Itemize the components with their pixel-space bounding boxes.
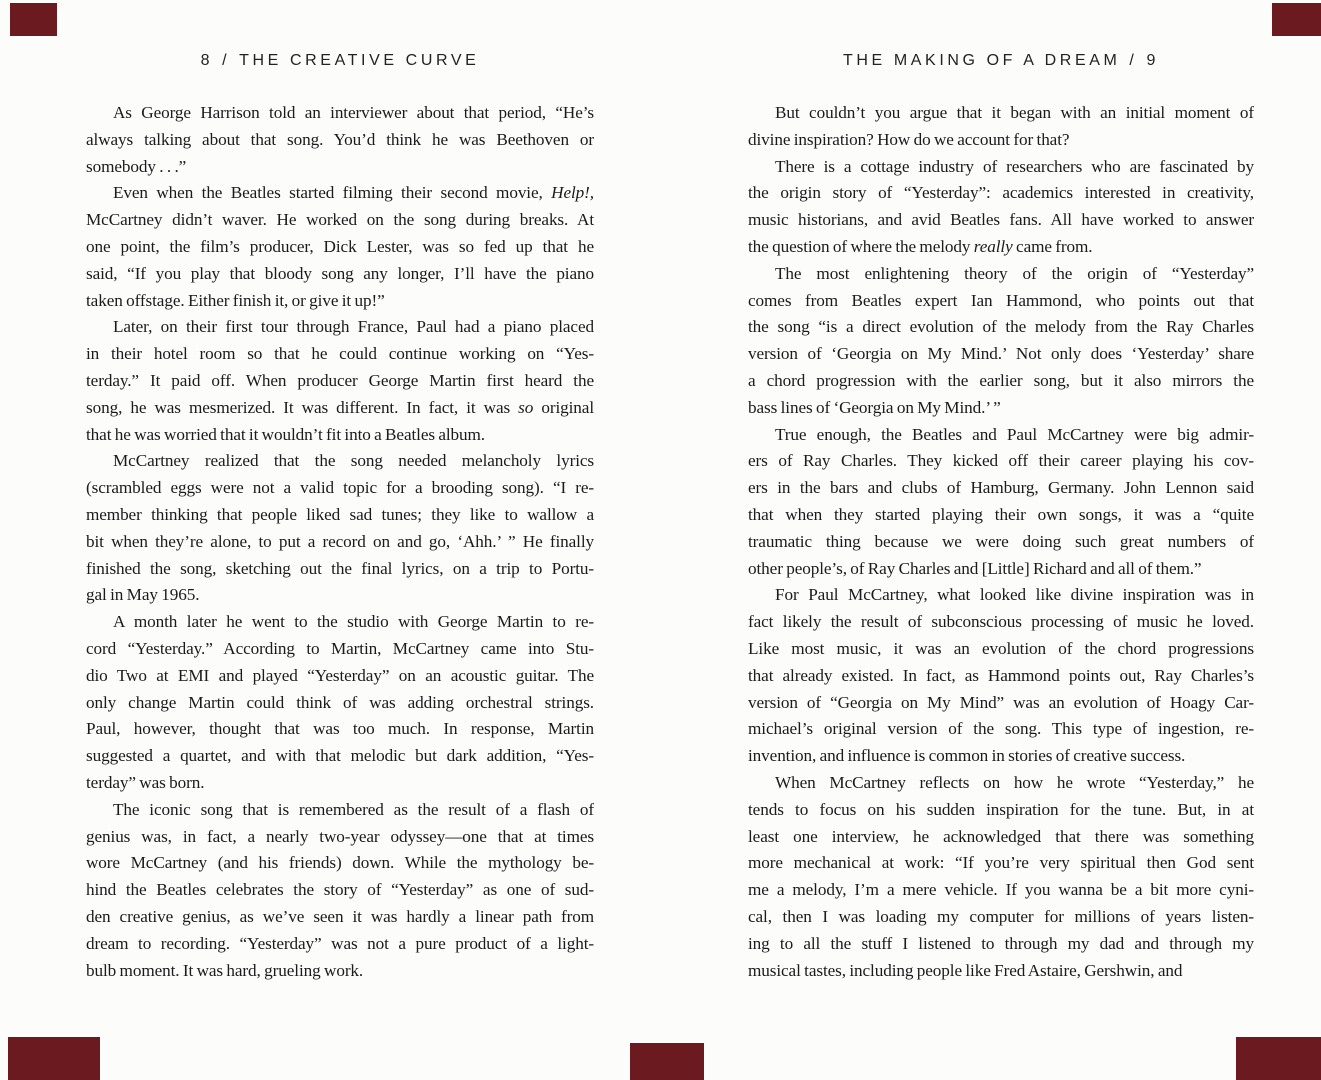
text-line: suggested a quartet, and with that melodic but dark addition, “Yes-: [86, 746, 594, 766]
text-line: McCartney realized that the song needed melancholy lyrics: [113, 451, 594, 471]
text-line: that already existed. In fact, as Hammond points out, Ray Charles’s: [748, 665, 1254, 685]
text-line: one point, the film’s producer, Dick Lester, was so fed up that he: [86, 236, 594, 256]
text-line: the origin story of “Yesterday”: academics interested in creativity,: [748, 183, 1254, 203]
text-line: den creative genius, as we’ve seen it was hardly a linear path from: [86, 906, 594, 926]
text-line: taken offstage. Either finish it, or give it up!”: [86, 290, 385, 310]
text-line: always talking about that song. You’d think he was Beethoven or: [86, 129, 594, 149]
text-segment: came from.: [1012, 236, 1093, 256]
corner-mark-bottom-center: [630, 1043, 704, 1080]
text-line: version of “Georgia on My Mind” was an evolution of Hoagy Car-: [748, 692, 1254, 712]
italic-text: Help!,: [551, 183, 594, 203]
paragraph: [748, 770, 1254, 984]
corner-mark-bottom-right: [1236, 1037, 1321, 1080]
text-line: cal, then I was loading my computer for millions of years listen-: [748, 906, 1254, 926]
italic-text: really: [973, 236, 1013, 256]
text-line: Later, on their first tour through France, Paul had a piano placed: [113, 317, 594, 337]
text-line: tends to focus on his sudden inspiration for the tune. But, in at: [748, 799, 1254, 819]
text-line: bass lines of ‘Georgia on My Mind.’ ”: [748, 397, 1001, 417]
paragraph: [86, 100, 594, 180]
text-line: gal in May 1965.: [86, 585, 200, 605]
italic-text: so: [518, 397, 534, 417]
text-line: ers in the bars and clubs of Hamburg, Germany. John Lennon said: [748, 478, 1254, 498]
text-line: As George Harrison told an interviewer about that period, “He’s: [113, 103, 594, 122]
text-line: hind the Beatles celebrates the story of “Yesterday” as one of sud-: [86, 880, 594, 900]
text-line: more mechanical at work: “If you’re very spiritual then God sent: [748, 853, 1254, 873]
text-line: But couldn’t you argue that it began with an initial moment of: [775, 103, 1254, 122]
text-line: invention, and influence is common in stories of creative success.: [748, 746, 1186, 766]
text-line: ers of Ray Charles. They kicked off their career playing his cov-: [748, 451, 1254, 471]
text-line: least one interview, he acknowledged that there was something: [748, 826, 1254, 846]
text-line: finished the song, sketching out the final lyrics, on a trip to Portu-: [86, 558, 594, 578]
text-line: bulb moment. It was hard, grueling work.: [86, 960, 364, 980]
text-line: cord “Yesterday.” According to Martin, McCartney came into Stu-: [86, 638, 594, 658]
text-line: terday” was born.: [86, 772, 205, 792]
right-header-separator: /: [1129, 52, 1138, 69]
text-line: When McCartney reflects on how he wrote “Yesterday,” he: [775, 772, 1254, 792]
text-line: True enough, the Beatles and Paul McCartney were big admir-: [775, 424, 1254, 444]
right-running-head: [748, 52, 1254, 70]
text-line: There is a cottage industry of researchers who are fascinated by: [775, 156, 1254, 176]
paragraph: [748, 100, 1254, 154]
text-line: only change Martin could think of was adding orchestral strings.: [86, 692, 594, 712]
paragraph: [748, 422, 1254, 583]
text-line: other people’s, of Ray Charles and [Little] Richard and all of them.”: [748, 558, 1202, 578]
text-line: (scrambled eggs were not a valid topic for a brooding song). “I re-: [86, 478, 594, 498]
text-line: michael’s original version of the song. This type of ingestion, re-: [748, 719, 1254, 739]
text-line: dream to recording. “Yesterday” was not a pure product of a light-: [86, 933, 594, 953]
text-segment: song, he was mesmerized. It was different. In fact, it was: [86, 397, 519, 417]
text-line: that he was worried that it wouldn’t fit into a Beatles album.: [86, 424, 486, 444]
text-line: member thinking that people liked sad tunes; they like to wallow a: [86, 504, 594, 524]
text-line: traumatic thing because we were doing such great numbers of: [748, 531, 1254, 551]
right-chapter-title: THE MAKING OF A DREAM: [843, 52, 1121, 69]
text-line: bit when they’re alone, to put a record on and go, ‘Ahh.’ ” He finally: [86, 531, 594, 551]
text-line: McCartney didn’t waver. He worked on the song during breaks. At: [86, 210, 594, 230]
text-line: me a melody, I’m a mere vehicle. If you wanna be a bit more cyni-: [748, 880, 1254, 900]
paragraph: [86, 448, 594, 609]
paragraph: [748, 261, 1254, 422]
left-page-number: 8: [200, 52, 214, 69]
text-line: version of ‘Georgia on My Mind.’ Not only does ‘Yesterday’ share: [748, 344, 1254, 364]
text-line: The most enlightening theory of the origin of “Yesterday”: [775, 263, 1254, 283]
text-line: musical tastes, including people like Fred Astaire, Gershwin, and: [748, 960, 1183, 980]
text-line: divine inspiration? How do we account for that?: [748, 129, 1070, 149]
text-line: A month later he went to the studio with George Martin to re-: [113, 612, 594, 632]
text-line: dio Two at EMI and played “Yesterday” on an acoustic guitar. The: [86, 665, 594, 685]
paragraph: [86, 609, 594, 797]
text-segment: original: [533, 397, 594, 417]
text-line: fact likely the result of subconscious processing of music he loved.: [748, 612, 1254, 632]
text-line: somebody . . .”: [86, 156, 187, 176]
corner-mark-top-right: [1272, 3, 1321, 36]
text-line: Paul, however, thought that was too much. In response, Martin: [86, 719, 594, 739]
text-line: genius was, in fact, a nearly two-year odyssey—one that at times: [86, 826, 594, 846]
paragraph: [86, 180, 594, 314]
corner-mark-top-left: [10, 3, 57, 36]
text-segment: the question of where the melody: [748, 236, 974, 256]
text-line: ing to all the stuff I listened to through my dad and through my: [748, 933, 1254, 953]
left-chapter-title: THE CREATIVE CURVE: [239, 52, 480, 69]
text-line: music historians, and avid Beatles fans. All have worked to answer: [748, 210, 1254, 230]
text-line: that when they started playing their own songs, it was a “quite: [748, 504, 1254, 524]
right-page-number: 9: [1146, 52, 1159, 69]
text-line: [86, 395, 594, 422]
text-line: in their hotel room so that he could continue working on “Yes-: [86, 344, 594, 364]
text-line: The iconic song that is remembered as the result of a flash of: [113, 799, 594, 819]
text-line: said, “If you play that bloody song any longer, I’ll have the piano: [86, 263, 594, 283]
paragraph: [86, 797, 594, 985]
text-line: Like most music, it was an evolution of the chord progressions: [748, 638, 1254, 658]
corner-mark-bottom-left: [8, 1037, 100, 1080]
text-line: the song “is a direct evolution of the melody from the Ray Charles: [748, 317, 1254, 337]
paragraph: [748, 154, 1254, 261]
text-line: terday.” It paid off. When producer George Martin first heard the: [86, 370, 594, 390]
left-running-head: [86, 52, 594, 70]
paragraph: [748, 582, 1254, 770]
paragraph: [86, 314, 594, 448]
text-line: [86, 180, 594, 207]
text-segment: Even when the Beatles started filming their second movie,: [113, 183, 552, 203]
right-page-text: [748, 100, 1254, 984]
left-header-separator: /: [222, 52, 231, 69]
text-line: For Paul McCartney, what looked like divine inspiration was in: [775, 585, 1254, 605]
text-line: wore McCartney (and his friends) down. While the mythology be-: [86, 853, 594, 873]
text-line: [748, 234, 1254, 261]
text-line: comes from Beatles expert Ian Hammond, who points out that: [748, 290, 1254, 310]
left-page-text: [86, 100, 594, 984]
text-line: a chord progression with the earlier song, but it also mirrors the: [748, 370, 1254, 390]
